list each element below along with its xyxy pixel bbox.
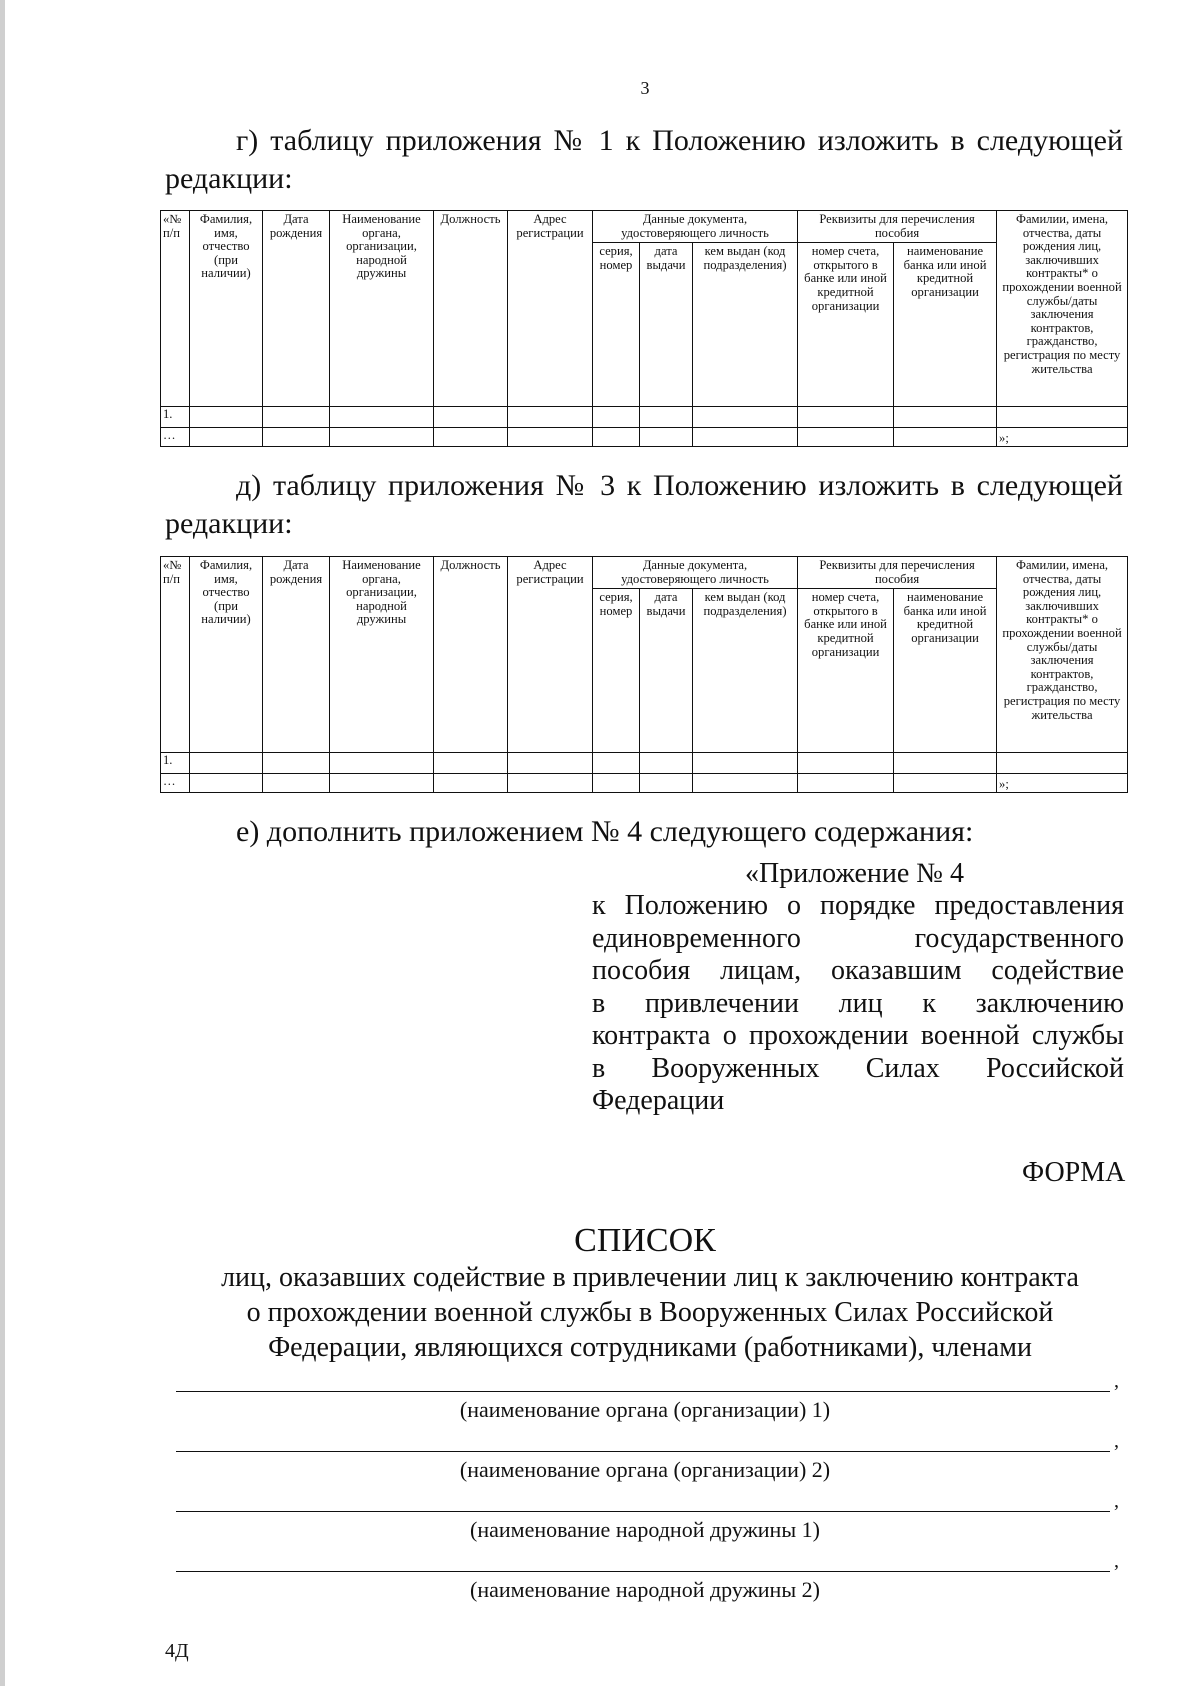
row-ellipsis: …: [161, 774, 190, 793]
col-header-position: Должность: [434, 557, 508, 753]
item-d-paragraph: [165, 467, 1123, 543]
col-header-position: Должность: [434, 211, 508, 407]
row-number: 1.: [161, 407, 190, 428]
list-title: СПИСОК: [574, 1222, 716, 1259]
subtitle-line1: лиц, оказавших содействие в привлечении лиц к заключению контракта: [221, 1262, 1079, 1293]
row-end-quote: »;: [997, 428, 1128, 447]
fill-line-comma: ,: [1114, 1490, 1119, 1512]
page-number: 3: [640, 78, 650, 98]
col-header-doc-date: дата выдачи: [640, 243, 693, 407]
table-row: [161, 407, 1128, 428]
annex-line: контракта о прохождении военной службы: [592, 1020, 1124, 1051]
col-header-doc-series: серия, номер: [593, 589, 640, 753]
fill-line-squad-1: [176, 1490, 1119, 1512]
caption-org-1: (наименование органа (организации) 1): [459, 1397, 831, 1422]
col-header-bank-name: наименование банка или иной кредитной организации: [894, 243, 997, 407]
col-header-doc-issuer: кем выдан (код подразделения): [693, 243, 798, 407]
subtitle-line2: о прохождении военной службы в Вооруженных Силах Российской: [246, 1297, 1054, 1328]
row-number: 1.: [161, 753, 190, 774]
annex-line: пособия лицам, оказавшим содействие: [592, 955, 1124, 986]
caption-org-2: (наименование органа (организации) 2): [459, 1457, 831, 1482]
col-header-org: Наименование органа, организации, народной дружины: [330, 557, 434, 753]
table-row: [161, 753, 1128, 774]
col-header-birth: Дата рождения: [263, 557, 330, 753]
fill-line-squad-2: [176, 1550, 1119, 1572]
caption-squad-1: (наименование народной дружины 1): [470, 1517, 820, 1542]
row-ellipsis: …: [161, 428, 190, 447]
fill-line-org-2: [176, 1430, 1119, 1452]
col-header-doc-series: серия, номер: [593, 243, 640, 407]
annex-line: в привлечении лиц к заключению: [592, 987, 1124, 1019]
subtitle-line3: Федерации, являющихся сотрудниками (работниками), членами: [268, 1332, 1032, 1363]
table-row: [161, 428, 1128, 447]
col-header-num: «№ п/п: [161, 557, 190, 753]
item-g-line2: редакции:: [165, 162, 293, 195]
table-annex-1: [160, 210, 1128, 447]
col-header-doc-group: Данные документа, удостоверяющего личность: [593, 557, 798, 589]
item-d-line2: редакции:: [165, 507, 293, 540]
fill-line-comma: ,: [1114, 1550, 1119, 1572]
col-header-doc-date: дата выдачи: [640, 589, 693, 753]
col-header-contract-persons: Фамилии, имена, отчества, даты рождения лиц, заключивших контракты* о прохождении военной службы/даты заключения контрактов, гражданство, регистрация по месту жительства: [997, 211, 1128, 407]
fill-line-comma: ,: [1114, 1370, 1119, 1392]
col-header-birth: Дата рождения: [263, 211, 330, 407]
col-header-bank-account: номер счета, открытого в банке или иной кредитной организации: [798, 243, 894, 407]
col-header-doc-issuer: кем выдан (код подразделения): [693, 589, 798, 753]
scan-edge: [0, 0, 5, 1686]
item-g-line1: г) таблицу приложения № 1 к Положению изложить в следующей: [236, 124, 1123, 157]
row-end-quote: »;: [997, 774, 1128, 793]
table-row: [161, 774, 1128, 793]
item-d-line1: д) таблицу приложения № 3 к Положению изложить в следующей: [236, 469, 1123, 502]
annex-line: в Вооруженных Силах Российской: [592, 1052, 1124, 1084]
col-header-doc-group: Данные документа, удостоверяющего личность: [593, 211, 798, 243]
col-header-bank-account: номер счета, открытого в банке или иной кредитной организации: [798, 589, 894, 753]
annex-line: Федерации: [592, 1085, 725, 1116]
col-header-address: Адрес регистрации: [508, 211, 593, 407]
forma-label: ФОРМА: [1022, 1157, 1126, 1188]
col-header-contract-persons: Фамилии, имена, отчества, даты рождения лиц, заключивших контракты* о прохождении военной службы/даты заключения контрактов, гражданство, регистрация по месту жительства: [997, 557, 1128, 753]
fill-line-org-1: [176, 1370, 1119, 1392]
fill-line-comma: ,: [1114, 1430, 1119, 1452]
annex-line: к Положению о порядке предоставления: [592, 890, 1124, 921]
item-e-paragraph: е) дополнить приложением № 4 следующего содержания:: [236, 815, 974, 848]
col-header-bank-group: Реквизиты для перечисления пособия: [798, 557, 997, 589]
annex-title: «Приложение № 4: [745, 858, 964, 889]
annex-line: единовременного государственного: [592, 922, 1124, 954]
col-header-fio: Фамилия, имя, отчество (при наличии): [190, 557, 263, 753]
annex-body: [592, 890, 1124, 1118]
col-header-num: «№ п/п: [161, 211, 190, 407]
col-header-bank-name: наименование банка или иной кредитной организации: [894, 589, 997, 753]
caption-squad-2: (наименование народной дружины 2): [470, 1577, 820, 1602]
item-g-paragraph: [165, 122, 1123, 198]
col-header-address: Адрес регистрации: [508, 557, 593, 753]
col-header-fio: Фамилия, имя, отчество (при наличии): [190, 211, 263, 407]
list-subtitle: [150, 1260, 1150, 1365]
col-header-bank-group: Реквизиты для перечисления пособия: [798, 211, 997, 243]
col-header-org: Наименование органа, организации, народной дружины: [330, 211, 434, 407]
table-annex-3: [160, 556, 1128, 793]
footer-code: 4Д: [165, 1640, 189, 1662]
